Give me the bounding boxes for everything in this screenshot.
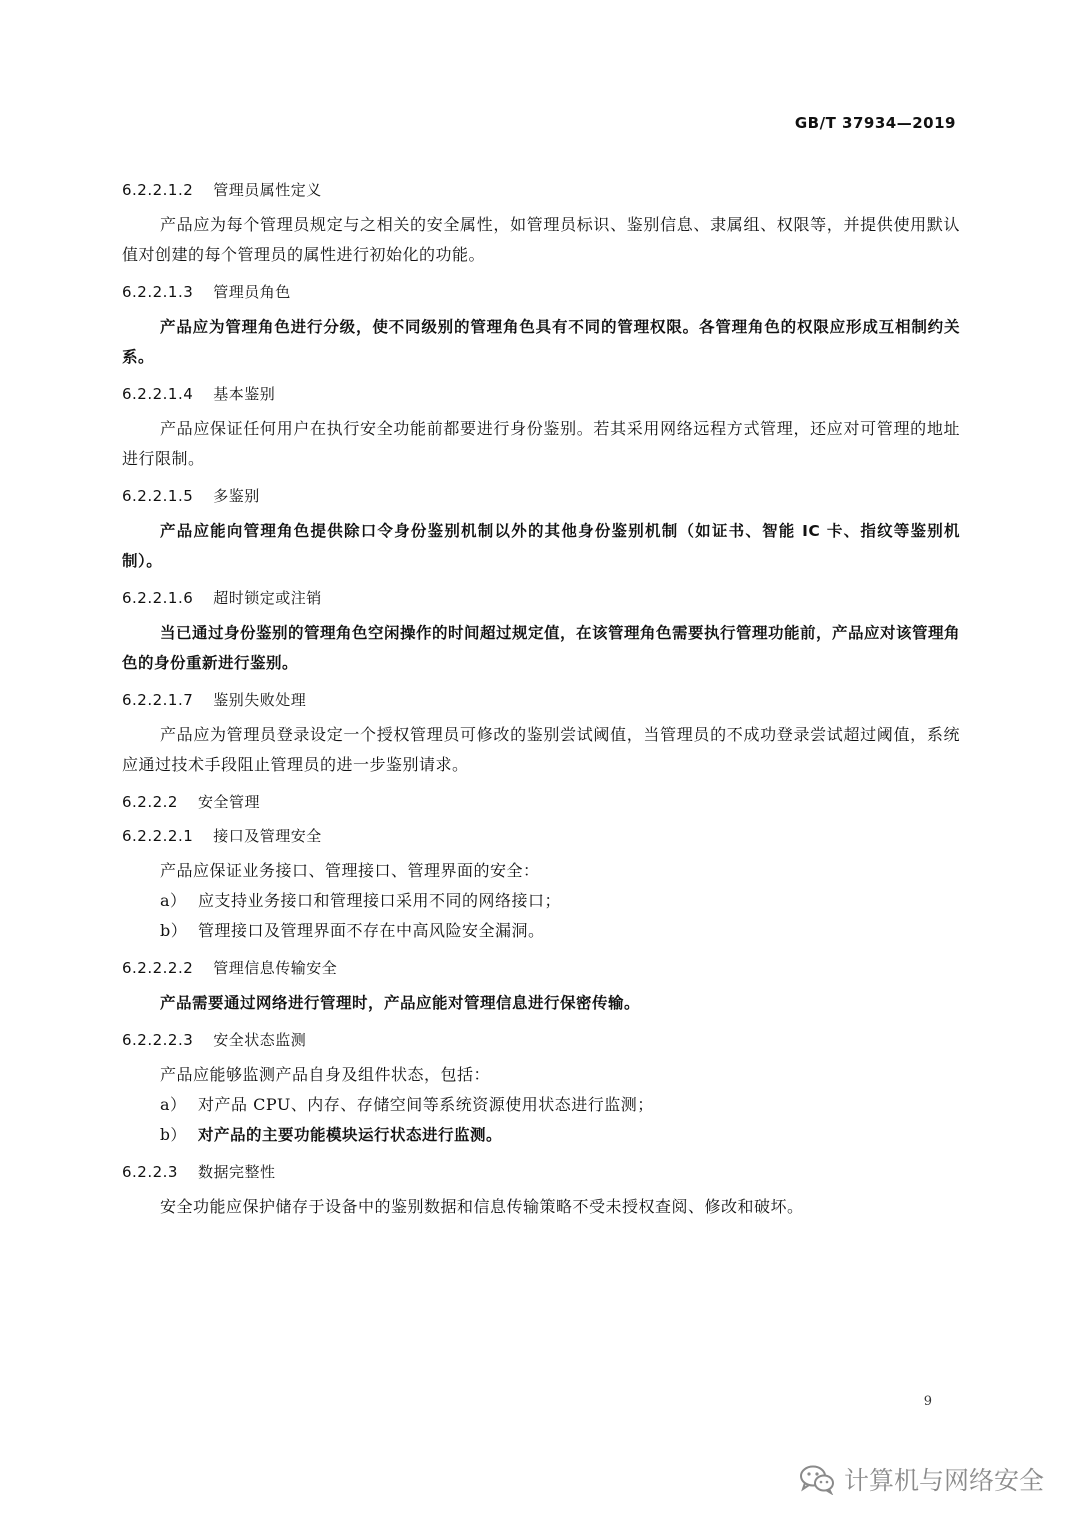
section-heading bbox=[122, 586, 960, 610]
document-body bbox=[122, 168, 960, 1230]
list-item bbox=[122, 916, 960, 946]
body-paragraph: 产品需要通过网络进行管理时，产品应能对管理信息进行保密传输。 bbox=[160, 994, 641, 1012]
watermark-text: 计算机与网络安全 bbox=[843, 1466, 1044, 1495]
section-number: 6.2.2.2.3 bbox=[122, 1031, 194, 1049]
section-title: 基本鉴别 bbox=[213, 385, 276, 403]
section-number: 6.2.2.1.5 bbox=[122, 487, 194, 505]
section-heading bbox=[122, 824, 960, 848]
list-item bbox=[122, 886, 960, 916]
body-paragraph: 产品应为管理员登录设定一个授权管理员可修改的鉴别尝试阈值，当管理员的不成功登录尝试超过阈值，系统应通过技术手段阻止管理员的进一步鉴别请求。 bbox=[122, 725, 960, 774]
standard-number: GB/T 37934—2019 bbox=[794, 114, 956, 132]
section-heading bbox=[122, 956, 960, 980]
section-title: 鉴别失败处理 bbox=[213, 691, 307, 709]
body-paragraph: 产品应能够监测产品自身及组件状态，包括： bbox=[160, 1065, 491, 1084]
body-paragraph: 产品应为每个管理员规定与之相关的安全属性，如管理员标识、鉴别信息、隶属组、权限等，并提供使用默认值对创建的每个管理员的属性进行初始化的功能。 bbox=[122, 215, 960, 264]
section-heading bbox=[122, 790, 960, 814]
body-paragraph: 产品应保证业务接口、管理接口、管理界面的安全： bbox=[160, 861, 540, 880]
list-item bbox=[122, 1090, 960, 1120]
section-title: 安全状态监测 bbox=[213, 1031, 307, 1049]
section-number: 6.2.2.1.3 bbox=[122, 283, 194, 301]
section-number: 6.2.2.1.4 bbox=[122, 385, 194, 403]
section-number: 6.2.2.2 bbox=[122, 793, 178, 811]
section-number: 6.2.2.1.2 bbox=[122, 181, 194, 199]
list-item bbox=[122, 1120, 960, 1150]
section-title: 管理信息传输安全 bbox=[213, 959, 338, 977]
list-marker: b） bbox=[160, 921, 188, 940]
section-number: 6.2.2.2.2 bbox=[122, 959, 194, 977]
watermark bbox=[798, 1461, 1044, 1497]
section-number: 6.2.2.1.6 bbox=[122, 589, 194, 607]
body-paragraph: 产品应能向管理角色提供除口令身份鉴别机制以外的其他身份鉴别机制（如证书、智能 IC 卡、指纹等鉴别机制）。 bbox=[122, 522, 960, 570]
section-number: 6.2.2.2.1 bbox=[122, 827, 194, 845]
section-heading bbox=[122, 178, 960, 202]
section-number: 6.2.2.1.7 bbox=[122, 691, 194, 709]
section-heading bbox=[122, 688, 960, 712]
list-marker: a） bbox=[160, 1095, 187, 1114]
list-marker: b） bbox=[160, 1126, 187, 1144]
section-number: 6.2.2.3 bbox=[122, 1163, 178, 1181]
list-item-text: 对产品的主要功能模块运行状态进行监测。 bbox=[198, 1126, 503, 1144]
section-heading bbox=[122, 1028, 960, 1052]
list-item-text: 对产品 CPU、内存、存储空间等系统资源使用状态进行监测； bbox=[198, 1095, 654, 1114]
section-heading bbox=[122, 382, 960, 406]
list-item-text: 管理接口及管理界面不存在中高风险安全漏洞。 bbox=[198, 921, 545, 940]
section-title: 数据完整性 bbox=[197, 1163, 276, 1181]
page-number: 9 bbox=[923, 1394, 932, 1409]
section-title: 多鉴别 bbox=[213, 487, 260, 505]
body-paragraph: 产品应保证任何用户在执行安全功能前都要进行身份鉴别。若其采用网络远程方式管理，还应对可管理的地址进行限制。 bbox=[122, 419, 960, 468]
list-marker: a） bbox=[160, 891, 187, 910]
section-title: 管理员角色 bbox=[213, 283, 291, 301]
section-title: 超时锁定或注销 bbox=[213, 589, 322, 607]
section-heading bbox=[122, 280, 960, 304]
body-paragraph: 产品应为管理角色进行分级，使不同级别的管理角色具有不同的管理权限。各管理角色的权限应形成互相制约关系。 bbox=[122, 318, 960, 366]
section-heading bbox=[122, 484, 960, 508]
section-heading bbox=[122, 1160, 960, 1184]
body-paragraph: 当已通过身份鉴别的管理角色空闲操作的时间超过规定值，在该管理角色需要执行管理功能前，产品应对该管理角色的身份重新进行鉴别。 bbox=[122, 624, 961, 672]
section-title: 管理员属性定义 bbox=[213, 181, 322, 199]
wechat-icon bbox=[798, 1463, 836, 1495]
section-title: 安全管理 bbox=[197, 793, 260, 811]
body-paragraph: 安全功能应保护储存于设备中的鉴别数据和信息传输策略不受未授权查阅、修改和破坏。 bbox=[160, 1197, 804, 1216]
list-item-text: 应支持业务接口和管理接口采用不同的网络接口； bbox=[198, 891, 562, 910]
section-title: 接口及管理安全 bbox=[213, 827, 322, 845]
